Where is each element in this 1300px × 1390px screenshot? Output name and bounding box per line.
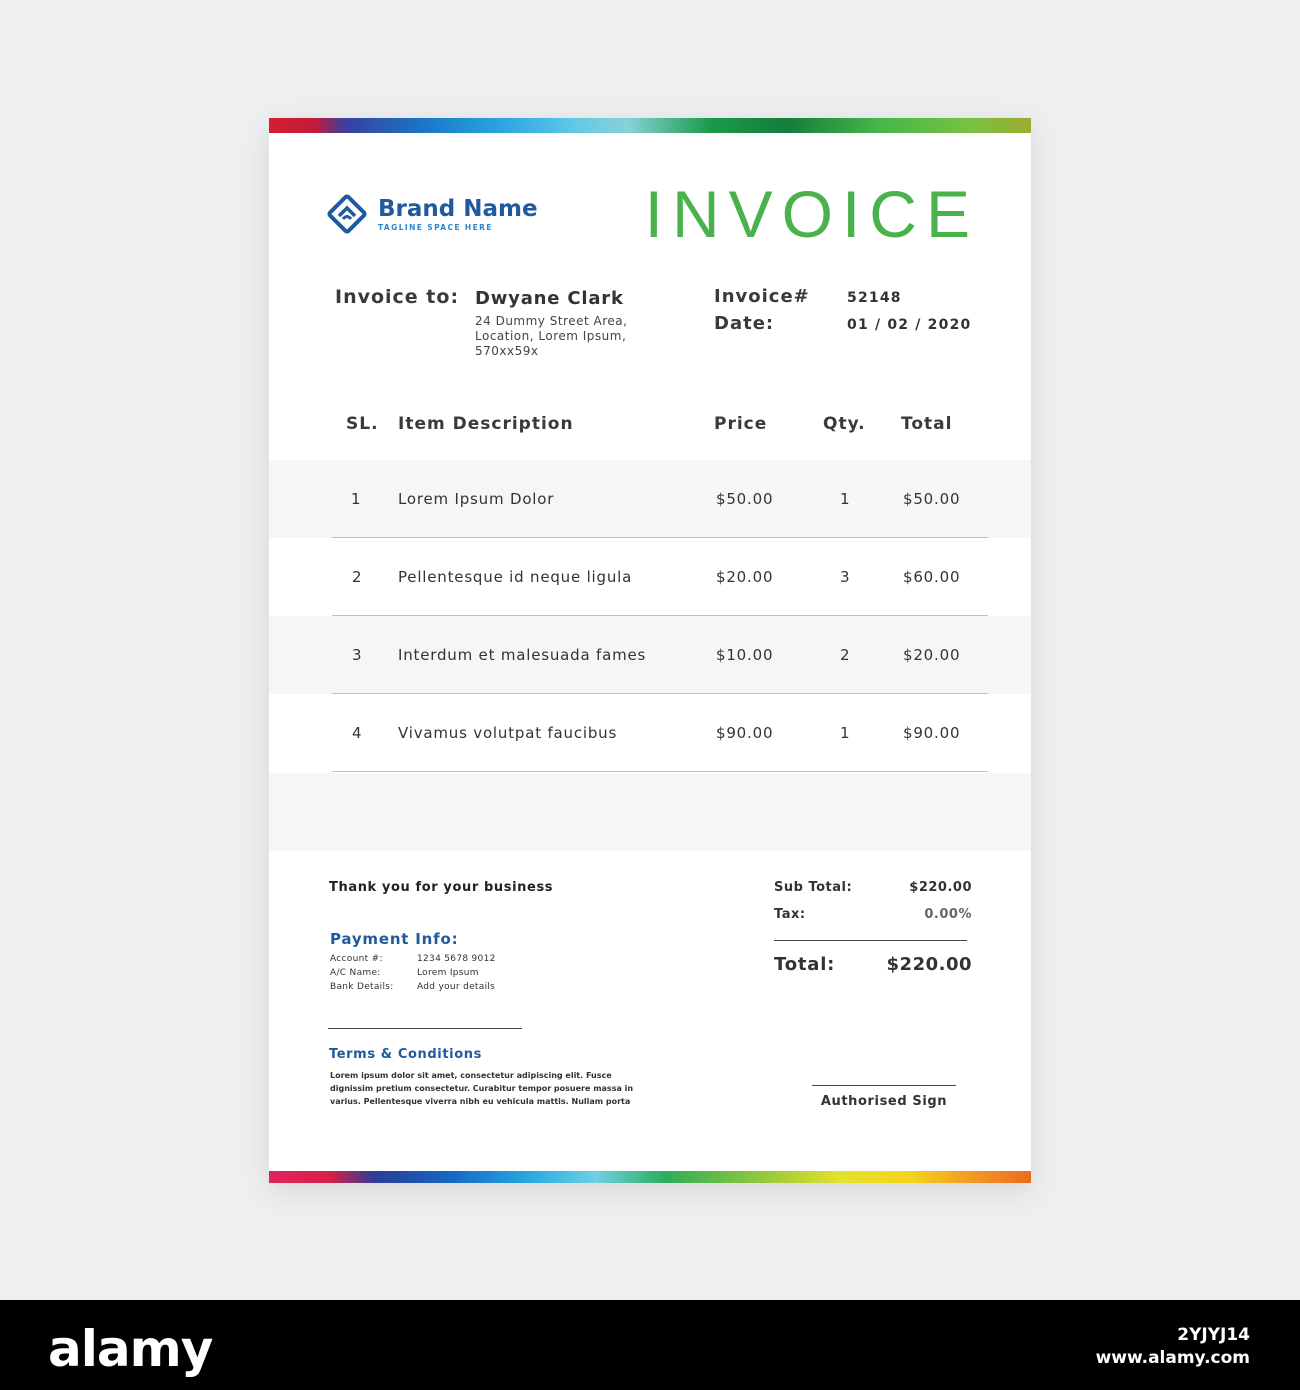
- payment-key: Account #:: [330, 954, 383, 964]
- total-label: Total:: [774, 954, 836, 975]
- row-sl: 1: [351, 490, 362, 508]
- tax-value: 0.00%: [924, 907, 972, 922]
- payment-key: Bank Details:: [330, 982, 394, 992]
- row-total: $50.00: [903, 490, 961, 508]
- brand-text: [378, 196, 538, 232]
- row-price: $50.00: [716, 490, 774, 508]
- stock-image-id: 2YJYJ14: [1177, 1325, 1250, 1345]
- invoice-to-label: Invoice to:: [335, 286, 460, 308]
- header-price: Price: [714, 414, 768, 434]
- row-qty: 1: [840, 490, 851, 508]
- payment-key: A/C Name:: [330, 968, 381, 978]
- header-sl: SL.: [346, 414, 379, 434]
- thanks-message: Thank you for your business: [329, 880, 554, 895]
- stock-logo: alamy: [48, 1320, 213, 1378]
- row-qty: 1: [840, 724, 851, 742]
- row-total: $90.00: [903, 724, 961, 742]
- row-description: Pellentesque id neque ligula: [398, 568, 633, 586]
- row-price: $10.00: [716, 646, 774, 664]
- payment-value: Add your details: [417, 982, 496, 992]
- invoice-page: [269, 118, 1031, 1183]
- signature-label: Authorised Sign: [820, 1094, 948, 1109]
- table-row: [269, 694, 1031, 772]
- divider-right: [774, 940, 967, 941]
- divider-left: [328, 1028, 522, 1029]
- payment-info-title: Payment Info:: [330, 930, 459, 948]
- bottom-color-strip: [269, 1171, 1031, 1183]
- address-line: Location, Lorem Ipsum,: [475, 329, 627, 343]
- brand-diamond-icon: [324, 191, 370, 237]
- row-total: $20.00: [903, 646, 961, 664]
- table-empty-row: [269, 773, 1031, 851]
- address-line: 570xx59x: [475, 344, 539, 358]
- row-description: Lorem Ipsum Dolor: [398, 490, 555, 508]
- top-color-strip: [269, 118, 1031, 133]
- invoice-number: 52148: [847, 290, 902, 306]
- row-sl: 4: [352, 724, 363, 742]
- total-value: $220.00: [886, 954, 972, 975]
- stock-site-bar: [0, 1300, 1300, 1390]
- date-label: Date:: [714, 313, 775, 334]
- table-row: [269, 460, 1031, 538]
- customer-name: Dwyane Clark: [475, 288, 624, 309]
- table-row: [269, 538, 1031, 616]
- payment-value: Lorem Ipsum: [417, 968, 479, 978]
- subtotal-label: Sub Total:: [774, 880, 853, 895]
- row-qty: 2: [840, 646, 851, 664]
- row-sl: 2: [352, 568, 363, 586]
- header-total: Total: [901, 414, 953, 434]
- signature-line: [812, 1085, 956, 1086]
- row-price: $90.00: [716, 724, 774, 742]
- brand-name: Brand Name: [378, 196, 538, 222]
- header-description: Item Description: [398, 414, 574, 434]
- address-line: 24 Dummy Street Area,: [475, 314, 628, 328]
- row-description: Vivamus volutpat faucibus: [398, 724, 618, 742]
- stock-url[interactable]: www.alamy.com: [1095, 1348, 1250, 1368]
- row-qty: 3: [840, 568, 851, 586]
- invoice-title: INVOICE: [644, 177, 979, 251]
- row-divider: [332, 771, 988, 772]
- row-sl: 3: [352, 646, 363, 664]
- customer-address: [475, 314, 665, 359]
- brand-block: [324, 191, 538, 237]
- invoice-number-label: Invoice#: [714, 286, 810, 307]
- invoice-date: 01 / 02 / 2020: [847, 317, 972, 333]
- terms-body: Lorem ipsum dolor sit amet, consectetur adipiscing elit. Fusce dignissim pretium consectetur. Curabitur tempor posuere massa in varius. Pellentesque viverra nibh eu vehicula mattis. Nullam porta: [330, 1071, 634, 1106]
- header-qty: Qty.: [823, 414, 866, 434]
- subtotal-value: $220.00: [909, 880, 972, 895]
- payment-value: 1234 5678 9012: [417, 954, 496, 964]
- table-row: [269, 616, 1031, 694]
- tax-label: Tax:: [774, 907, 806, 922]
- terms-title: Terms & Conditions: [329, 1047, 482, 1062]
- brand-tagline: TAGLINE SPACE HERE: [378, 223, 493, 232]
- row-price: $20.00: [716, 568, 774, 586]
- row-total: $60.00: [903, 568, 961, 586]
- row-description: Interdum et malesuada fames: [398, 646, 647, 664]
